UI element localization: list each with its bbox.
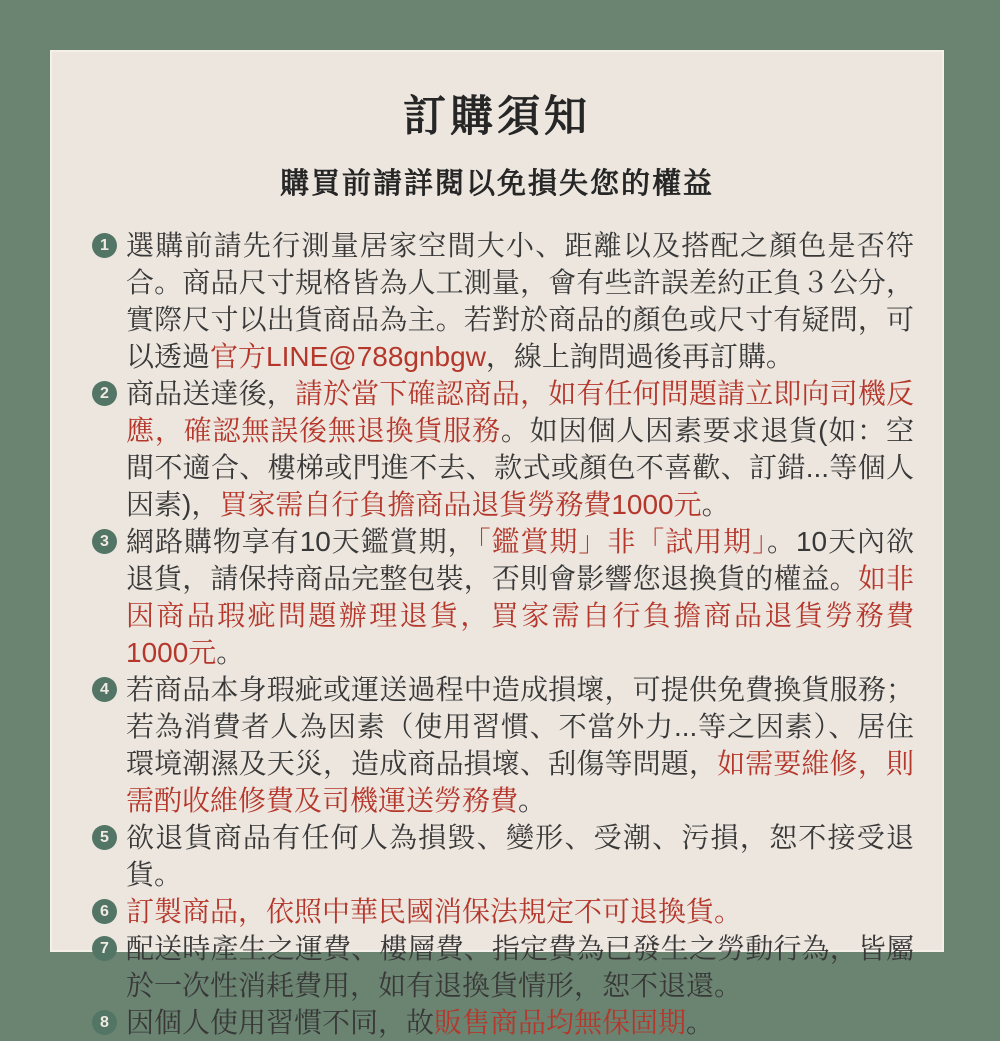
highlighted-text-segment: 買家需自行負擔商品退貨勞務費1000元: [219, 489, 702, 520]
text-segment: 若商品本身瑕疵或運送過程中造成損壞，可提供免費換貨服務；若為消費者人為因素（使用習慣、不當外力...等之因素）、居住環境潮濕及天災，造成商品損壞、刮傷等問題，: [126, 674, 914, 779]
item-text: [126, 893, 914, 930]
notice-item-1: [92, 227, 914, 375]
item-number-badge: 7: [92, 936, 117, 961]
text-segment: 。: [701, 489, 730, 520]
highlighted-text-segment: 官方LINE@788gnbgw: [210, 341, 486, 372]
notice-item-7: [92, 930, 914, 1004]
item-number-badge: 5: [92, 825, 117, 850]
text-segment: 欲退貨商品有任何人為損毀、變形、受潮、污損，恕不接受退貨。: [126, 822, 914, 890]
highlighted-text-segment: 如需要維修，則需酌收維修費及司機運送勞務費: [126, 748, 914, 816]
item-number-badge: 3: [92, 529, 117, 554]
notice-item-6: [92, 893, 914, 930]
item-number-badge: 1: [92, 233, 117, 258]
notice-item-4: [92, 671, 914, 819]
notice-card: [52, 52, 942, 1038]
item-text: [126, 227, 914, 375]
item-number-badge: 6: [92, 899, 117, 924]
highlighted-text-segment: 「鑑賞期」非「試用期」: [476, 526, 768, 557]
text-segment: 。: [216, 637, 245, 668]
item-text: [126, 671, 914, 819]
page-subtitle: 購買前請詳閱以免損失您的權益: [279, 168, 714, 200]
item-text: [126, 523, 914, 671]
notice-list: [92, 227, 914, 1041]
text-segment: 配送時產生之運費、樓層費、指定費為已發生之勞動行為，皆屬於一次性消耗費用，如有退換貨情形，恕不退還。: [126, 933, 914, 1001]
text-segment: 。: [686, 1007, 715, 1038]
text-segment: 。10天內欲退貨，請保持商品完整包裝，否則會影響您退換貨的權益。: [126, 526, 914, 594]
item-text: [126, 375, 914, 523]
item-number-badge: 8: [92, 1010, 117, 1035]
text-segment: 。如因個人因素要求退貨(如：空間不適合、樓梯或門進不去、款式或顏色不喜歡、訂錯...等個人因素)，: [126, 415, 914, 520]
text-segment: ，線上詢問過後再訂購。: [485, 341, 794, 372]
notice-item-8: [92, 1004, 914, 1041]
item-number-badge: 2: [92, 381, 117, 406]
text-segment: 網路購物享有10天鑑賞期，: [126, 526, 477, 557]
item-text: [126, 930, 914, 1004]
text-segment: 選購前請先行測量居家空間大小、距離以及搭配之顏色是否符合。商品尺寸規格皆為人工測量，會有些許誤差約正負３公分，實際尺寸以出貨商品為主。若對於商品的顏色或尺寸有疑問，可以透過: [126, 230, 914, 372]
notice-item-2: [92, 375, 914, 523]
text-segment: 因個人使用習慣不同，故: [126, 1007, 435, 1038]
item-text: [126, 1004, 914, 1041]
item-number-badge: 4: [92, 677, 117, 702]
notice-item-5: [92, 819, 914, 893]
highlighted-text-segment: 販售商品均無保固期: [434, 1007, 687, 1038]
text-segment: 。: [518, 785, 547, 816]
page-title: 訂購須知: [403, 93, 591, 141]
highlighted-text-segment: 訂製商品，依照中華民國消保法規定不可退換貨。: [126, 896, 743, 927]
notice-item-3: [92, 523, 914, 671]
item-text: [126, 819, 914, 893]
highlighted-text-segment: 如非因商品瑕疵問題辦理退貨，買家需自行負擔商品退貨勞務費1000元: [126, 563, 914, 668]
text-segment: 商品送達後，: [126, 378, 295, 409]
highlighted-text-segment: 請於當下確認商品，如有任何問題請立即向司機反應，確認無誤後無退換貨服務: [126, 378, 914, 446]
